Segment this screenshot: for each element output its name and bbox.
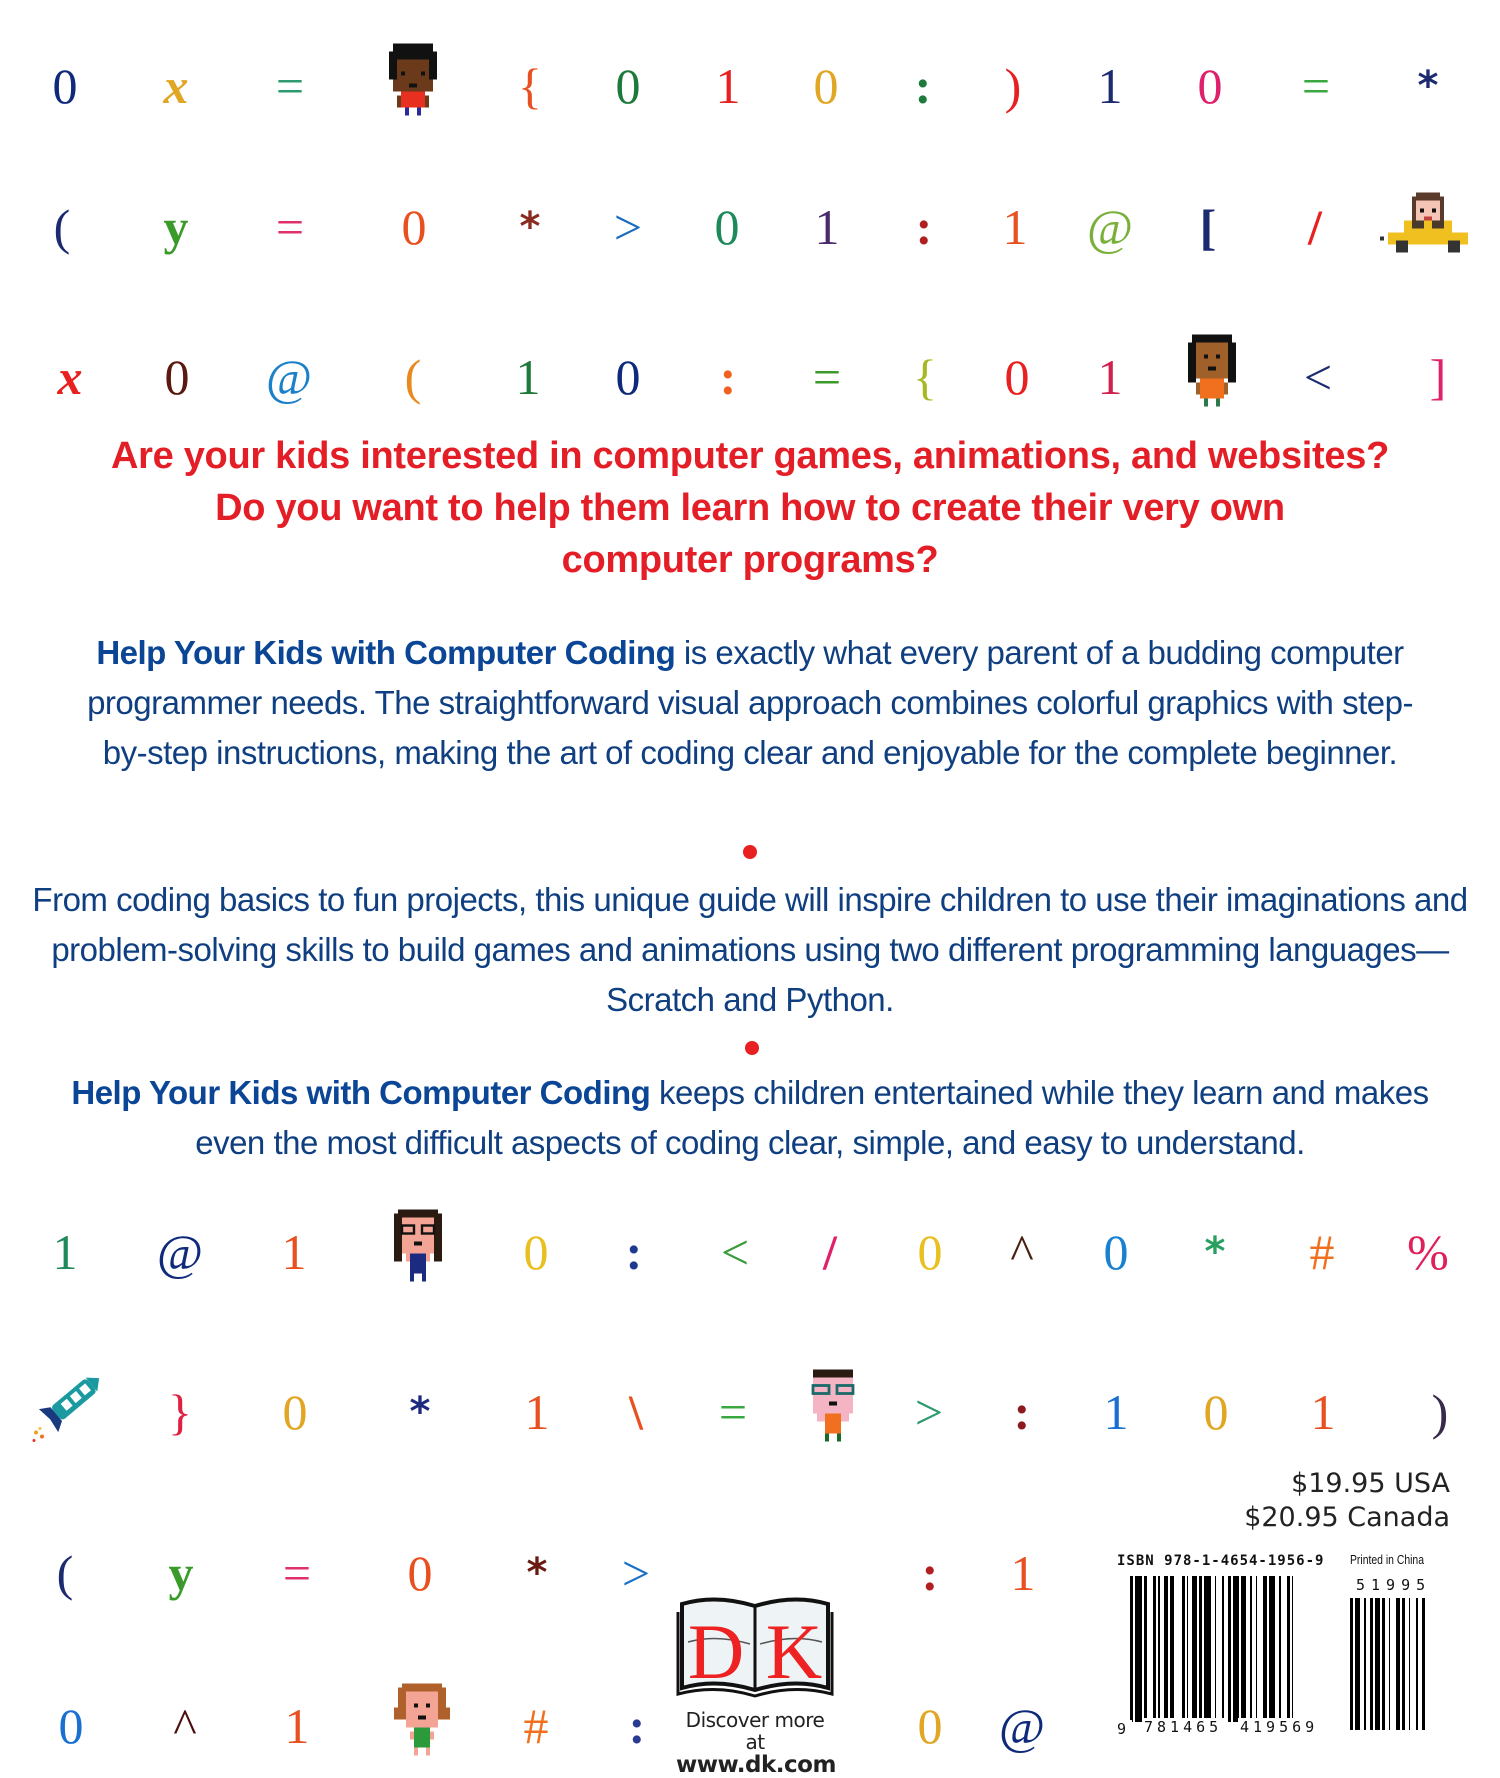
code-symbol-open-brace: { xyxy=(518,58,542,114)
code-symbol-caret: ^ xyxy=(173,1698,197,1754)
code-symbol-digit-zero: 0 xyxy=(917,1698,943,1754)
code-symbol-equals-sign: = xyxy=(718,1384,748,1440)
code-symbol-digit-zero: 0 xyxy=(401,199,427,255)
code-symbol-letter-x: x xyxy=(163,58,189,114)
code-symbol-digit-zero: 0 xyxy=(1103,1224,1129,1280)
code-symbol-digit-zero: 0 xyxy=(615,349,641,405)
code-symbol-letter-y: y xyxy=(163,199,189,255)
code-symbol-caret: ^ xyxy=(1010,1224,1034,1280)
pixel-girl-redhead-icon xyxy=(390,1684,454,1769)
code-symbol-asterisk: * xyxy=(409,1389,431,1435)
bullet-separator xyxy=(745,1041,759,1055)
code-symbol-colon: : xyxy=(628,1698,646,1754)
headline-line-1: Are your kids interested in computer games, animations, and websites? xyxy=(111,435,1389,477)
code-symbol-colon: : xyxy=(625,1224,643,1280)
code-symbol-at-sign: @ xyxy=(265,349,313,405)
description-paragraph-3 xyxy=(40,1068,1460,1168)
code-symbol-greater-than: > xyxy=(914,1384,944,1440)
code-symbol-equals-sign: = xyxy=(1301,58,1331,114)
code-symbol-colon: : xyxy=(1013,1384,1031,1440)
barcode-digits-group-2: 419569 xyxy=(1240,1718,1319,1736)
barcode-digits-group-1: 781465 xyxy=(1144,1718,1223,1736)
code-symbol-equals-sign: = xyxy=(275,199,305,255)
addon-barcode xyxy=(1350,1598,1427,1730)
code-symbol-less-than: < xyxy=(1303,349,1333,405)
isbn-number: ISBN 978-1-4654-1956-9 xyxy=(1117,1553,1325,1569)
ean-barcode xyxy=(1130,1576,1297,1726)
code-symbol-letter-x: x xyxy=(57,349,83,405)
price-usa: $19.95 USA xyxy=(1291,1468,1450,1499)
code-symbol-close-paren: ) xyxy=(1431,1384,1449,1440)
code-symbol-digit-one: 1 xyxy=(814,199,840,255)
headline-line-2: Do you want to help them learn how to create their very own xyxy=(215,487,1285,529)
code-symbol-digit-one: 1 xyxy=(52,1224,78,1280)
code-symbol-at-sign: @ xyxy=(1086,199,1134,255)
code-symbol-digit-one: 1 xyxy=(1002,199,1028,255)
dk-logo-letter-k: K xyxy=(765,1608,823,1695)
code-symbol-digit-zero: 0 xyxy=(523,1224,549,1280)
code-symbol-less-than: < xyxy=(720,1224,750,1280)
code-symbol-digit-zero: 0 xyxy=(52,58,78,114)
code-symbol-digit-one: 1 xyxy=(1097,58,1123,114)
pixel-boy-glasses-icon xyxy=(805,1370,861,1455)
code-symbol-colon: : xyxy=(914,58,932,114)
headline xyxy=(0,430,1500,586)
code-symbol-digit-zero: 0 xyxy=(407,1545,433,1601)
code-symbol-percent-sign: % xyxy=(1407,1224,1449,1280)
pixel-girl-icon xyxy=(1180,335,1244,420)
paragraph-3-text: keeps children entertained while they learn and makes even the most difficult aspects of coding clear, simple, and easy to understand. xyxy=(195,1074,1429,1161)
code-symbol-digit-one: 1 xyxy=(524,1384,550,1440)
code-symbol-at-sign: @ xyxy=(156,1224,204,1280)
code-symbol-digit-zero: 0 xyxy=(1197,58,1223,114)
description-paragraph-2 xyxy=(30,875,1470,1025)
code-symbol-colon: : xyxy=(921,1545,939,1601)
publisher-url-link[interactable]: www.dk.com xyxy=(676,1752,836,1778)
code-symbol-asterisk: * xyxy=(1204,1229,1226,1275)
code-symbol-digit-zero: 0 xyxy=(917,1224,943,1280)
code-symbol-digit-zero: 0 xyxy=(1004,349,1030,405)
dk-publisher-logo xyxy=(676,1592,834,1777)
code-symbol-colon: : xyxy=(719,349,737,405)
paragraph-2-text: From coding basics to fun projects, this unique guide will inspire children to use their imaginations and problem-solving skills to build games and animations using two different programming languages—Scratch and Python. xyxy=(32,881,1468,1018)
code-symbol-hash-sign: # xyxy=(523,1698,549,1754)
code-symbol-asterisk: * xyxy=(519,204,541,250)
dk-book-logo-icon xyxy=(676,1592,834,1702)
pixel-taxi-driver-icon xyxy=(1380,193,1476,262)
discover-more-text: Discover more at xyxy=(685,1708,825,1754)
barcode-lead-digit: 9 xyxy=(1117,1720,1131,1738)
description-paragraph-1 xyxy=(40,628,1460,778)
barcode-addon-digits: 51995 xyxy=(1356,1576,1432,1594)
book-title: Help Your Kids with Computer Coding xyxy=(71,1074,651,1111)
code-symbol-at-sign: @ xyxy=(998,1698,1046,1754)
code-symbol-open-brace: { xyxy=(913,349,937,405)
printed-in-label: Printed in China xyxy=(1350,1552,1424,1567)
price-canada: $20.95 Canada xyxy=(1244,1502,1450,1533)
code-symbol-close-bracket: ] xyxy=(1429,349,1447,405)
code-symbol-digit-one: 1 xyxy=(284,1698,310,1754)
code-symbol-digit-zero: 0 xyxy=(282,1384,308,1440)
code-symbol-open-bracket: [ xyxy=(1199,199,1217,255)
code-symbol-open-paren: ( xyxy=(53,199,71,255)
code-symbol-digit-one: 1 xyxy=(1010,1545,1036,1601)
code-symbol-digit-zero: 0 xyxy=(615,58,641,114)
code-symbol-backslash: \ xyxy=(629,1384,643,1440)
pixel-girl-glasses-icon xyxy=(386,1210,450,1295)
code-symbol-digit-one: 1 xyxy=(1103,1384,1129,1440)
code-symbol-open-paren: ( xyxy=(56,1545,74,1601)
code-symbol-close-paren: ) xyxy=(1004,58,1022,114)
code-symbol-equals-sign: = xyxy=(282,1545,312,1601)
code-symbol-letter-y: y xyxy=(168,1545,194,1601)
bullet-separator xyxy=(743,845,757,859)
code-symbol-digit-one: 1 xyxy=(715,58,741,114)
code-symbol-open-paren: ( xyxy=(404,349,422,405)
code-symbol-asterisk: * xyxy=(1417,63,1439,109)
paragraph-1-text: is exactly what every parent of a budding computer programmer needs. The straightforward visual approach combines colorful graphics with step-by-step instructions, making the art of coding clear and enjoyable for the complete beginner. xyxy=(87,634,1413,771)
code-symbol-digit-zero: 0 xyxy=(58,1698,84,1754)
code-symbol-digit-zero: 0 xyxy=(1203,1384,1229,1440)
headline-line-3: computer programs? xyxy=(561,539,939,581)
code-symbol-greater-than: > xyxy=(613,199,643,255)
book-title: Help Your Kids with Computer Coding xyxy=(96,634,676,671)
code-symbol-equals-sign: = xyxy=(275,58,305,114)
pixel-boy-afro-icon xyxy=(381,44,445,129)
dk-logo-letter-d: D xyxy=(687,1608,745,1695)
code-symbol-slash: / xyxy=(1308,199,1322,255)
code-symbol-digit-one: 1 xyxy=(1097,349,1123,405)
code-symbol-greater-than: > xyxy=(621,1545,651,1601)
code-symbol-slash: / xyxy=(823,1224,837,1280)
code-symbol-digit-one: 1 xyxy=(1310,1384,1336,1440)
pixel-rocket-icon xyxy=(28,1375,108,1450)
code-symbol-digit-zero: 0 xyxy=(164,349,190,405)
code-symbol-digit-one: 1 xyxy=(515,349,541,405)
code-symbol-asterisk: * xyxy=(526,1550,548,1596)
code-symbol-digit-one: 1 xyxy=(281,1224,307,1280)
code-symbol-hash-sign: # xyxy=(1309,1224,1335,1280)
code-symbol-digit-zero: 0 xyxy=(813,58,839,114)
code-symbol-colon: : xyxy=(915,199,933,255)
code-symbol-equals-sign: = xyxy=(812,349,842,405)
code-symbol-digit-zero: 0 xyxy=(714,199,740,255)
code-symbol-close-brace: } xyxy=(168,1384,192,1440)
